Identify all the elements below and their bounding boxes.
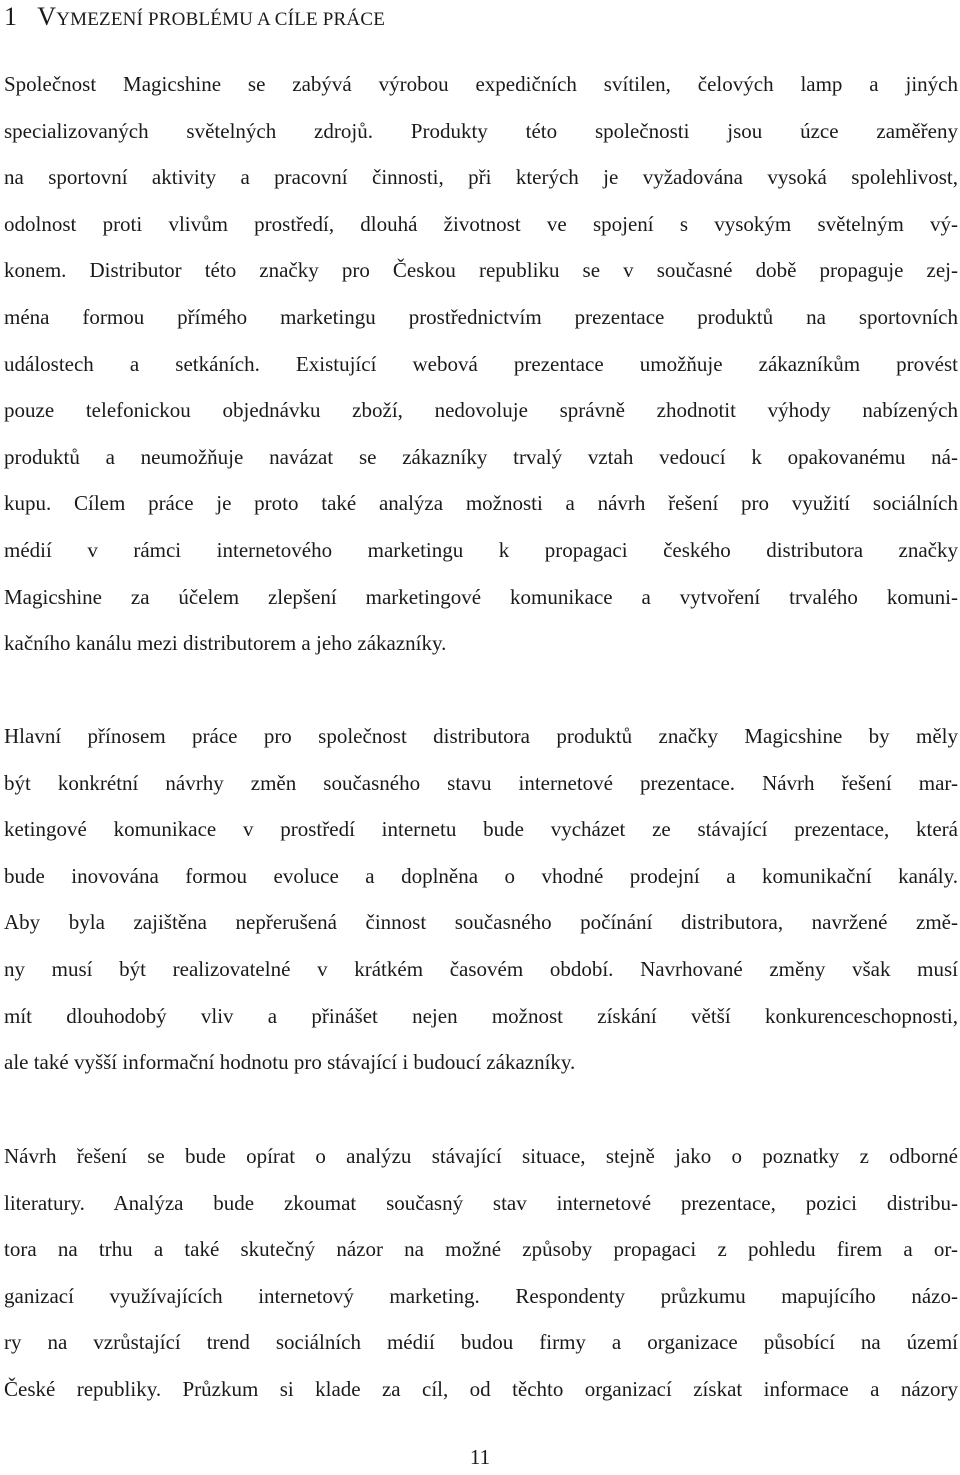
paragraph-line: ména formou přímého marketingu prostřednictvím prezentace produktů na sportovních: [4, 304, 958, 329]
chapter-heading: [4, 0, 385, 37]
paragraph-line: tora na trhu a také skutečný názor na možné způsoby propagaci z pohledu firem a or-: [4, 1237, 958, 1262]
paragraph-line: médií v rámci internetového marketingu k propagaci českého distributora značky: [4, 537, 958, 562]
paragraph-line: událostech a setkáních. Existující webová prezentace umožňuje zákazníkům provést: [4, 351, 958, 376]
paragraph-line: literatury. Analýza bude zkoumat současný stav internetové prezentace, pozici distribu-: [4, 1190, 958, 1215]
paragraph-line: Aby byla zajištěna nepřerušená činnost současného počínání distributora, navržené změ-: [4, 910, 958, 935]
paragraph-3: [4, 1133, 958, 1413]
paragraph-line: Společnost Magicshine se zabývá výrobou expedičních svítilen, čelových lamp a jiných: [4, 72, 958, 96]
paragraph-line: kačního kanálu mezi distributorem a jeho zákazníky.: [4, 631, 447, 656]
paragraph-line: Hlavní přínosem práce pro společnost distributora produktů značky Magicshine by měly: [4, 724, 958, 748]
paragraph-1: [4, 61, 958, 667]
paragraph-line: kupu. Cílem práce je proto také analýza možnosti a návrh řešení pro využití sociálních: [4, 491, 958, 516]
paragraph-line: ketingové komunikace v prostředí internetu bude vycházet ze stávající prezentace, která: [4, 817, 958, 842]
paragraph-line: České republiky. Průzkum si klade za cíl, od těchto organizací získat informace a názory: [4, 1376, 958, 1401]
paragraph-line: bude inovována formou evoluce a doplněna o vhodné prodejní a komunikační kanály.: [4, 863, 958, 888]
paragraph-2: [4, 713, 958, 1086]
paragraph-line: být konkrétní návrhy změn současného stavu internetové prezentace. Návrh řešení mar-: [4, 770, 958, 795]
paragraph-line: konem. Distributor této značky pro Českou republiku se v současné době propaguje zej-: [4, 258, 958, 283]
paragraph-line: pouze telefonickou objednávku zboží, nedovoluje správně zhodnotit výhody nabízených: [4, 398, 958, 423]
paragraph-line: produktů a neumožňuje navázat se zákazníky trvalý vztah vedoucí k opakovanému ná-: [4, 444, 958, 469]
paragraph-line: ry na vzrůstající trend sociálních médií budou firmy a organizace působící na území: [4, 1330, 958, 1355]
paragraph-line: na sportovní aktivity a pracovní činnosti, při kterých je vyžadována vysoká spolehlivost,: [4, 165, 958, 190]
paragraph-line: specializovaných světelných zdrojů. Produkty této společnosti jsou úzce zaměřeny: [4, 118, 958, 143]
paragraph-line: odolnost proti vlivům prostředí, dlouhá životnost ve spojení s vysokým světelným vý-: [4, 211, 958, 236]
chapter-title-initial: V: [37, 2, 57, 31]
paragraph-line: Magicshine za účelem zlepšení marketingové komunikace a vytvoření trvalého komuni-: [4, 584, 958, 609]
chapter-title-rest: YMEZENÍ PROBLÉMU A CÍLE PRÁCE: [56, 9, 386, 30]
paragraph-line: ganizací využívajících internetový marketing. Respondenty průzkumu mapujícího názo-: [4, 1283, 958, 1308]
paragraph-line: ale také vyšší informační hodnotu pro stávající i budoucí zákazníky.: [4, 1050, 576, 1075]
paragraph-line: mít dlouhodobý vliv a přinášet nejen možnost získání větší konkurenceschopnosti,: [4, 1003, 958, 1028]
page-number: 11: [469, 1445, 491, 1469]
paragraph-line: ny musí být realizovatelné v krátkém časovém období. Navrhované změny však musí: [4, 956, 958, 981]
chapter-number: 1: [4, 2, 18, 31]
paragraph-line: Návrh řešení se bude opírat o analýzu stávající situace, stejně jako o poznatky z odborné: [4, 1144, 958, 1168]
